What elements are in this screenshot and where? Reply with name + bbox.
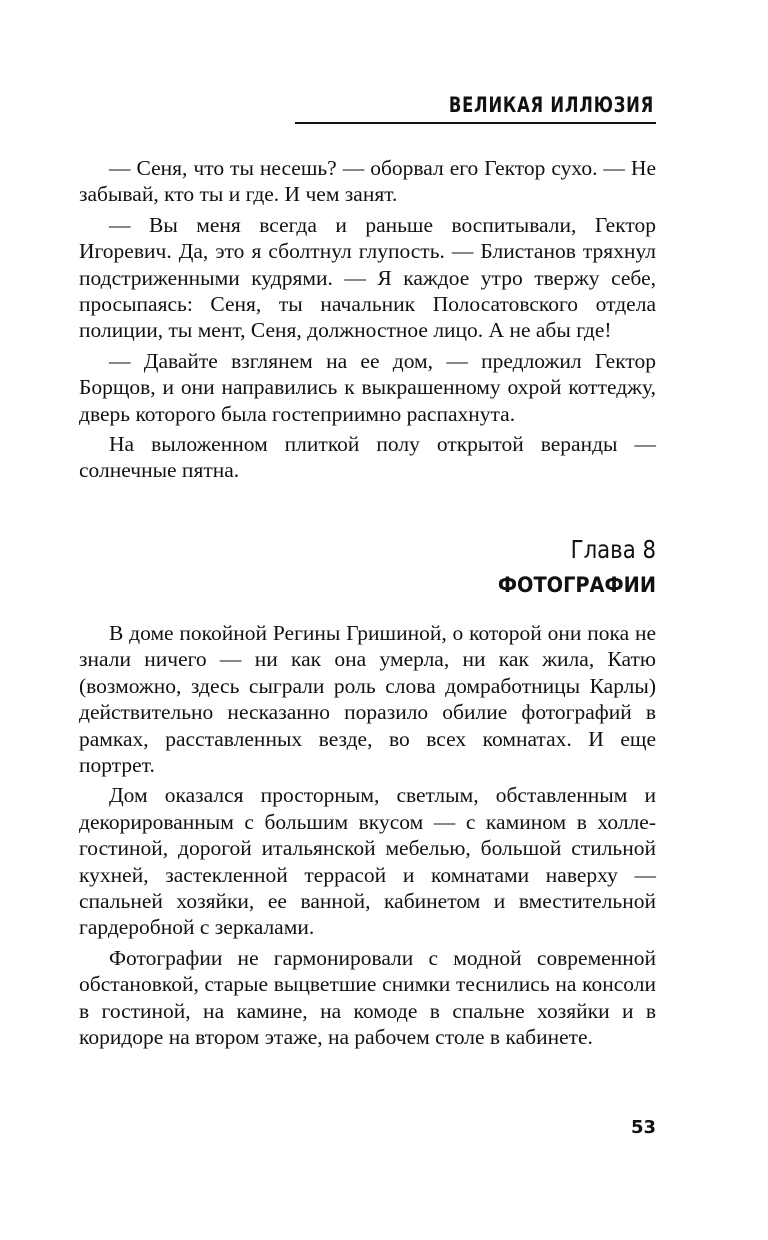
running-head-title: ВЕЛИКАЯ ИЛЛЮЗИЯ: [448, 93, 654, 117]
paragraph: Дом оказался просторным, светлым, обставленным и декорированным с большим вкусом — с камином в холле-гостиной, дорогой итальянской мебелью, большой стильной кухней, застекленной террасой и комнатами наверху — спальней хозяйки, ее ванной, кабинетом и вместительной гардеробной с зеркалами.: [79, 783, 656, 940]
paragraph: — Сеня, что ты несешь? — оборвал его Гектор сухо. — Не забывай, кто ты и где. И чем занят.: [79, 156, 656, 207]
chapter-number: Глава 8: [570, 535, 656, 564]
page-number: 53: [630, 1117, 656, 1138]
text-block-top: [79, 155, 656, 488]
header-rule: [295, 122, 656, 124]
text-block-bottom: [79, 620, 656, 1055]
paragraph: Фотографии не гармонировали с модной современной обстановкой, старые выцветшие снимки теснились на консоли в гостиной, на камине, на комоде в спальне хозяйки и в коридоре на втором этаже, на рабочем столе в кабинете.: [79, 945, 656, 1050]
paragraph: — Давайте взглянем на ее дом, — предложил Гектор Борщов, и они направились к выкрашенному охрой коттеджу, дверь которого была гостеприимно распахнута.: [79, 348, 656, 426]
paragraph: В доме покойной Регины Гришиной, о которой они пока не знали ничего — ни как она умерла, ни как жила, Катю (возможно, здесь сыграли роль слова домработницы Карлы) действительно несказанно поразило обилие фотографий в рамках, расставленных везде, во всех комнатах. И еще портрет.: [79, 621, 656, 778]
chapter-title: ФОТОГРАФИИ: [497, 573, 656, 597]
paragraph: На выложенном плиткой полу открытой веранды — солнечные пятна.: [79, 432, 656, 483]
paragraph: — Вы меня всегда и раньше воспитывали, Гектор Игоревич. Да, это я сболтнул глупость. — Блистанов тряхнул подстриженными кудрями. — Я каждое утро твержу себе, просыпаясь: Сеня, ты начальник Полосатовского отдела полиции, ты мент, Сеня, должностное лицо. А не абы где!: [79, 212, 656, 343]
